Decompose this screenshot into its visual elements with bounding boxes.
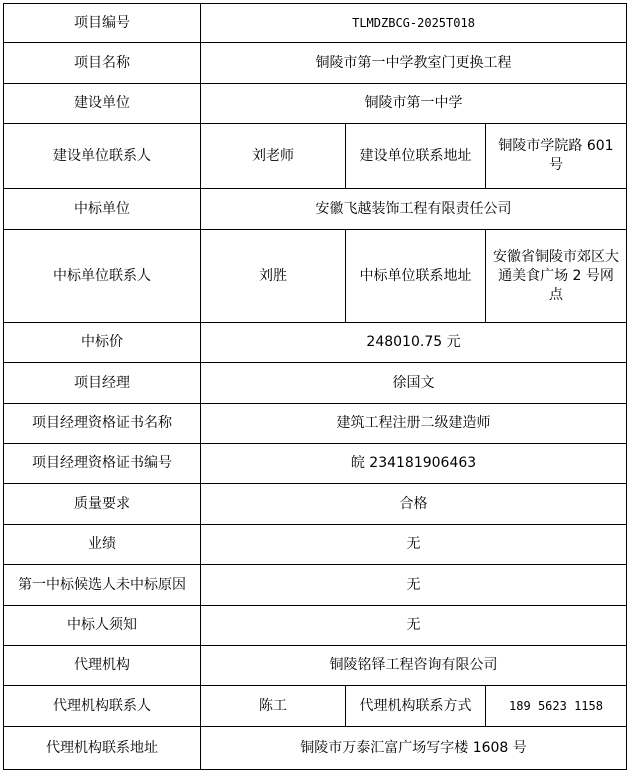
row-winner [4,189,627,230]
winner-contact-value: 刘胜 [201,230,346,323]
row-project-name [4,43,627,84]
notice-label: 中标人须知 [4,606,201,646]
agency-address-value: 铜陵市万泰汇富广场写字楼 1608 号 [201,727,627,770]
reason-value: 无 [201,565,627,606]
winner-address-label: 中标单位联系地址 [346,230,486,323]
row-price [4,323,627,363]
cert-no-label: 项目经理资格证书编号 [4,444,201,484]
builder-value: 铜陵市第一中学 [201,84,627,124]
notice-value: 无 [201,606,627,646]
agency-address-label: 代理机构联系地址 [4,727,201,770]
price-value: 248010.75 元 [201,323,627,363]
row-builder [4,84,627,124]
manager-value: 徐国文 [201,363,627,404]
quality-value: 合格 [201,484,627,525]
row-agency-contact [4,686,627,727]
cert-name-value: 建筑工程注册二级建造师 [201,404,627,444]
performance-value: 无 [201,525,627,565]
row-project-no [4,4,627,43]
agency-phone-value: 189 5623 1158 [486,686,627,727]
row-performance [4,525,627,565]
agency-contact-value: 陈工 [201,686,346,727]
agency-contact-label: 代理机构联系人 [4,686,201,727]
price-label: 中标价 [4,323,201,363]
builder-address-value: 铜陵市学院路 601 号 [486,124,627,189]
builder-address-label: 建设单位联系地址 [346,124,486,189]
performance-label: 业绩 [4,525,201,565]
project-no-label: 项目编号 [4,4,201,43]
row-cert-name [4,404,627,444]
agency-phone-label: 代理机构联系方式 [346,686,486,727]
builder-contact-label: 建设单位联系人 [4,124,201,189]
row-winner-contact [4,230,627,323]
agency-label: 代理机构 [4,646,201,686]
manager-label: 项目经理 [4,363,201,404]
builder-contact-value: 刘老师 [201,124,346,189]
cert-name-label: 项目经理资格证书名称 [4,404,201,444]
row-quality [4,484,627,525]
cert-no-value: 皖 234181906463 [201,444,627,484]
builder-label: 建设单位 [4,84,201,124]
agency-value: 铜陵铭铎工程咨询有限公司 [201,646,627,686]
winner-contact-label: 中标单位联系人 [4,230,201,323]
project-no-value: TLMDZBCG-2025T018 [201,4,627,43]
winner-address-value: 安徽省铜陵市郊区大通美食广场 2 号网点 [486,230,627,323]
row-notice [4,606,627,646]
project-name-value: 铜陵市第一中学教室门更换工程 [201,43,627,84]
row-manager [4,363,627,404]
winner-value: 安徽飞越装饰工程有限责任公司 [201,189,627,230]
row-builder-contact [4,124,627,189]
row-cert-no [4,444,627,484]
winner-label: 中标单位 [4,189,201,230]
quality-label: 质量要求 [4,484,201,525]
reason-label: 第一中标候选人未中标原因 [4,565,201,606]
row-agency [4,646,627,686]
row-reason [4,565,627,606]
award-info-table [3,3,627,770]
project-name-label: 项目名称 [4,43,201,84]
row-agency-address [4,727,627,770]
